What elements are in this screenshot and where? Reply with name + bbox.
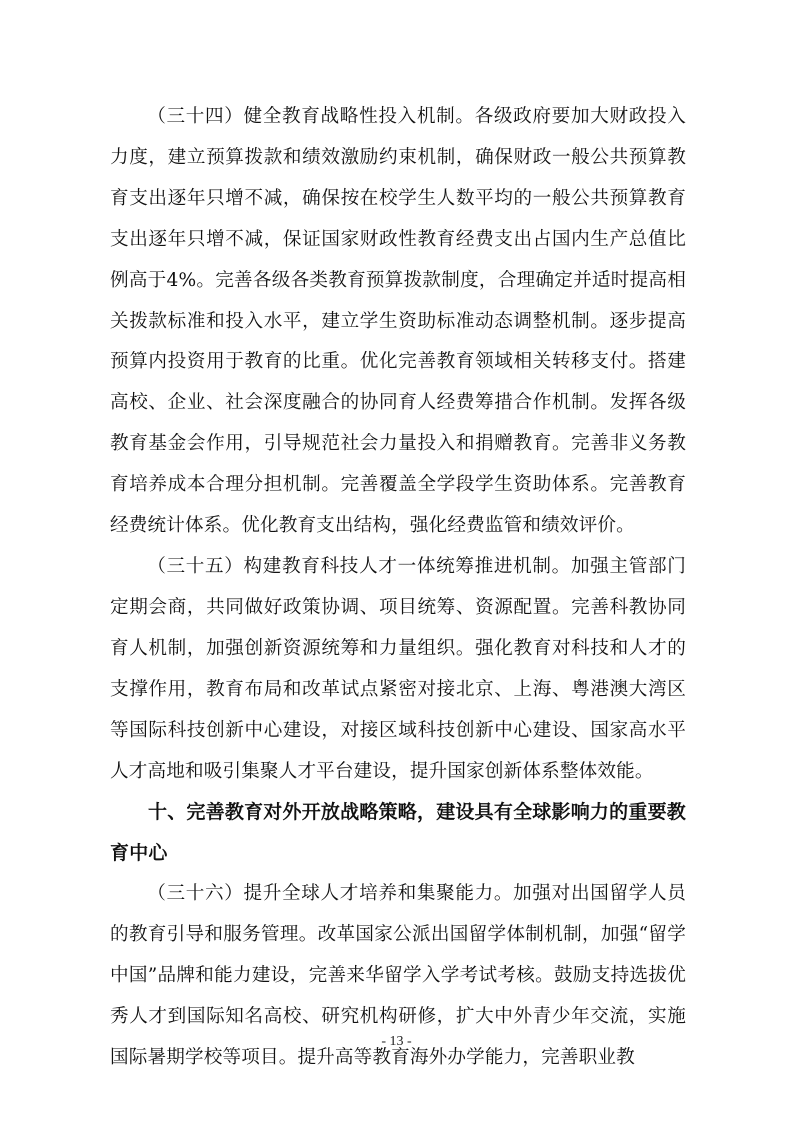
document-body <box>110 97 686 1079</box>
paragraph-35: （三十五）构建教育科技人才一体统筹推进机制。加强主管部门定期会商，共同做好政策协调、项目统筹、资源配置。完善科教协同育人机制，加强创新资源统筹和力量组织。强化教育对科技和人才的支撑作用，教育布局和改革试点紧密对接北京、上海、粤港澳大湾区等国际科技创新中心建设，对接区域科技创新中心建设、国家高水平人才高地和吸引集聚人才平台建设，提升国家创新体系整体效能。 <box>110 555 686 782</box>
paragraph-36: （三十六）提升全球人才培养和集聚能力。加强对出国留学人员的教育引导和服务管理。改革国家公派出国留学体制机制，加强“留学中国”品牌和能力建设，完善来华留学入学考试考核。鼓励支持选拔优秀人才到国际知名高校、研究机构研修，扩大中外青少年交流，实施国际暑期学校等项目。提升高等教育海外办学能力，完善职业教 <box>110 883 686 1068</box>
section-heading-10: 十、完善教育对外开放战略策略，建设具有全球影响力的重要教育中心 <box>110 801 686 865</box>
page-number: - 13 - <box>381 1034 412 1049</box>
paragraph-34: （三十四）健全教育战略性投入机制。各级政府要加大财政投入力度，建立预算拨款和绩效激励约束机制，确保财政一般公共预算教育支出逐年只增不减，确保按在校学生人数平均的一般公共预算教育支出逐年只增不减，保证国家财政性教育经费支出占国内生产总值比例高于4%。完善各级各类教育预算拨款制度，合理确定并适时提高相关拨款标准和投入水平，建立学生资助标准动态调整机制。逐步提高预算内投资用于教育的比重。优化完善教育领域相关转移支付。搭建高校、企业、社会深度融合的协同育人经费筹措合作机制。发挥各级教育基金会作用，引导规范社会力量投入和捐赠教育。完善非义务教育培养成本合理分担机制。完善覆盖全学段学生资助体系。完善教育经费统计体系。优化教育支出结构，强化经费监管和绩效评价。 <box>110 106 686 537</box>
